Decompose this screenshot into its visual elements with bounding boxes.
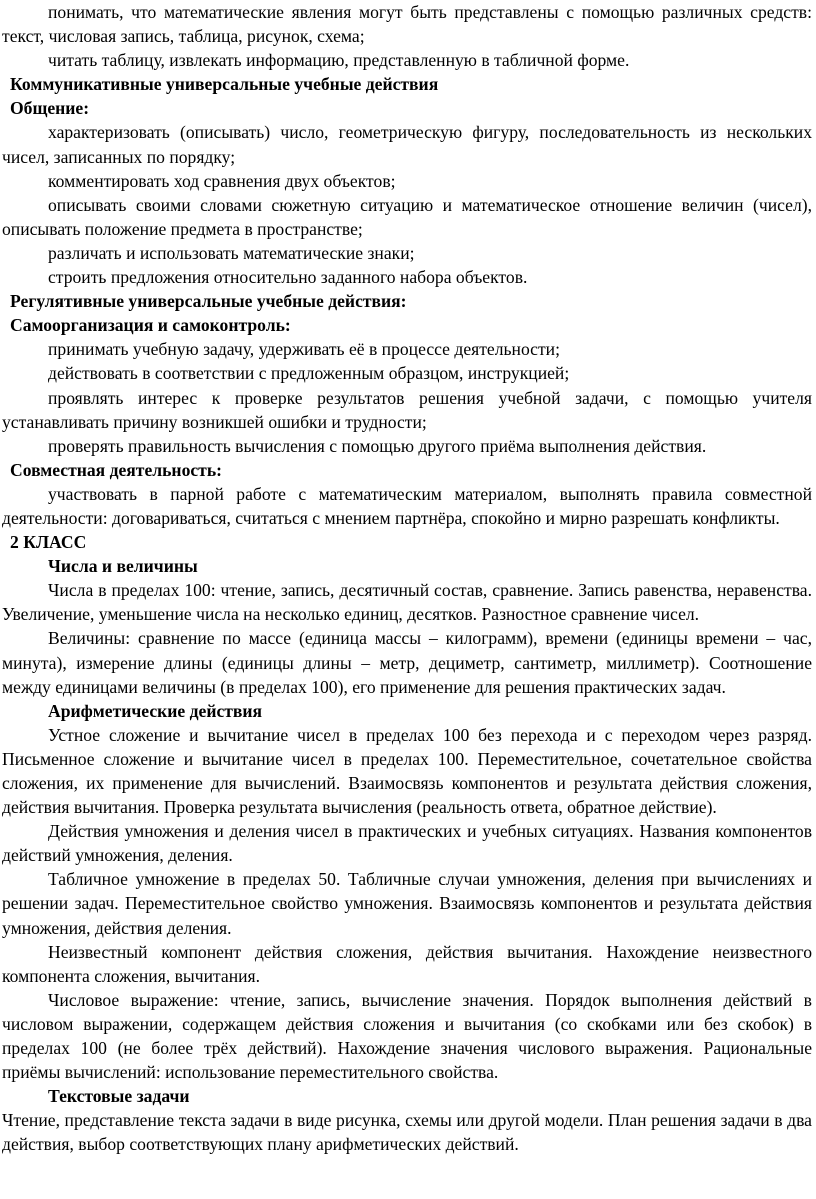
paragraph: характеризовать (описывать) число, геометрическую фигуру, последовательность из нескольких чисел, записанных по порядку; — [2, 122, 812, 167]
paragraph: проверять правильность вычисления с помощью другого приёма выполнения действия. — [48, 435, 707, 456]
subsection-heading: Общение: — [10, 98, 90, 119]
paragraph: Числа в пределах 100: чтение, запись, десятичный состав, сравнение. Запись равенства, неравенства. Увеличение, уменьшение числа на несколько единиц, десятков. Разностное сравнение чисел. — [2, 580, 812, 625]
section-heading: Коммуникативные универсальные учебные действия — [10, 74, 439, 95]
subsection-heading: Самоорганизация и самоконтроль: — [10, 315, 291, 336]
paragraph: строить предложения относительно заданного набора объектов. — [48, 267, 528, 288]
paragraph: различать и использовать математические знаки; — [48, 242, 415, 263]
paragraph: комментировать ход сравнения двух объектов; — [48, 170, 396, 191]
paragraph: Действия умножения и деления чисел в практических и учебных ситуациях. Названия компонентов действий умножения, деления. — [2, 821, 812, 866]
paragraph: Чтение, представление текста задачи в виде рисунка, схемы или другой модели. План решения задачи в два действия, выбор соответствующих плану арифметических действий. — [2, 1110, 812, 1155]
paragraph: Устное сложение и вычитание чисел в пределах 100 без перехода и с переходом через разряд. Письменное сложение и вычитание чисел в пределах 100. Переместительное, сочетательное свойства сложения, их применение для вычислений. Взаимосвязь компонентов и результата действия сложения, действия вычитания. Проверка результата вычисления (реальность ответа, обратное действие). — [2, 724, 812, 818]
paragraph: читать таблицу, извлекать информацию, представленную в табличной форме. — [48, 50, 630, 71]
topic-heading: Текстовые задачи — [48, 1086, 190, 1107]
topic-heading: Числа и величины — [48, 556, 198, 577]
paragraph: Величины: сравнение по массе (единица массы – килограмм), времени (единицы времени – час, минута), измерение длины (единицы длины – метр, дециметр, сантиметр, миллиметр). Соотношение между единицами величины (в пределах 100), его применение для решения практических задач. — [2, 628, 812, 697]
paragraph: принимать учебную задачу, удерживать её в процессе деятельности; — [48, 339, 560, 360]
class-heading: 2 КЛАСС — [10, 532, 87, 553]
paragraph: Числовое выражение: чтение, запись, вычисление значения. Порядок выполнения действий в числовом выражении, содержащем действия сложения и вычитания (со скобками или без скобок) в пределах 100 (не более трёх действий). Нахождение значения числового выражения. Рациональные приёмы вычислений: использование переместительного свойства. — [2, 989, 812, 1083]
paragraph: Табличное умножение в пределах 50. Табличные случаи умножения, деления при вычислениях и решении задач. Переместительное свойство умножения. Взаимосвязь компонентов и результата действия умножения, действия деления. — [2, 869, 812, 938]
topic-heading: Арифметические действия — [48, 700, 263, 721]
paragraph: Неизвестный компонент действия сложения, действия вычитания. Нахождение неизвестного компонента сложения, вычитания. — [2, 941, 812, 986]
subsection-heading: Совместная деятельность: — [10, 459, 222, 480]
paragraph: действовать в соответствии с предложенным образцом, инструкцией; — [48, 363, 570, 384]
paragraph: участвовать в парной работе с математическим материалом, выполнять правила совместной деятельности: договариваться, считаться с мнением партнёра, спокойно и мирно разрешать конфликты. — [2, 483, 812, 528]
paragraph: понимать, что математические явления могут быть представлены с помощью различных средств: текст, числовая запись, таблица, рисунок, схема; — [2, 2, 812, 47]
section-heading: Регулятивные универсальные учебные действия: — [10, 291, 407, 312]
paragraph: описывать своими словами сюжетную ситуацию и математическое отношение величин (чисел), описывать положение предмета в пространстве; — [2, 194, 812, 239]
paragraph: проявлять интерес к проверке результатов решения учебной задачи, с помощью учителя устанавливать причину возникшей ошибки и трудности; — [2, 387, 812, 432]
